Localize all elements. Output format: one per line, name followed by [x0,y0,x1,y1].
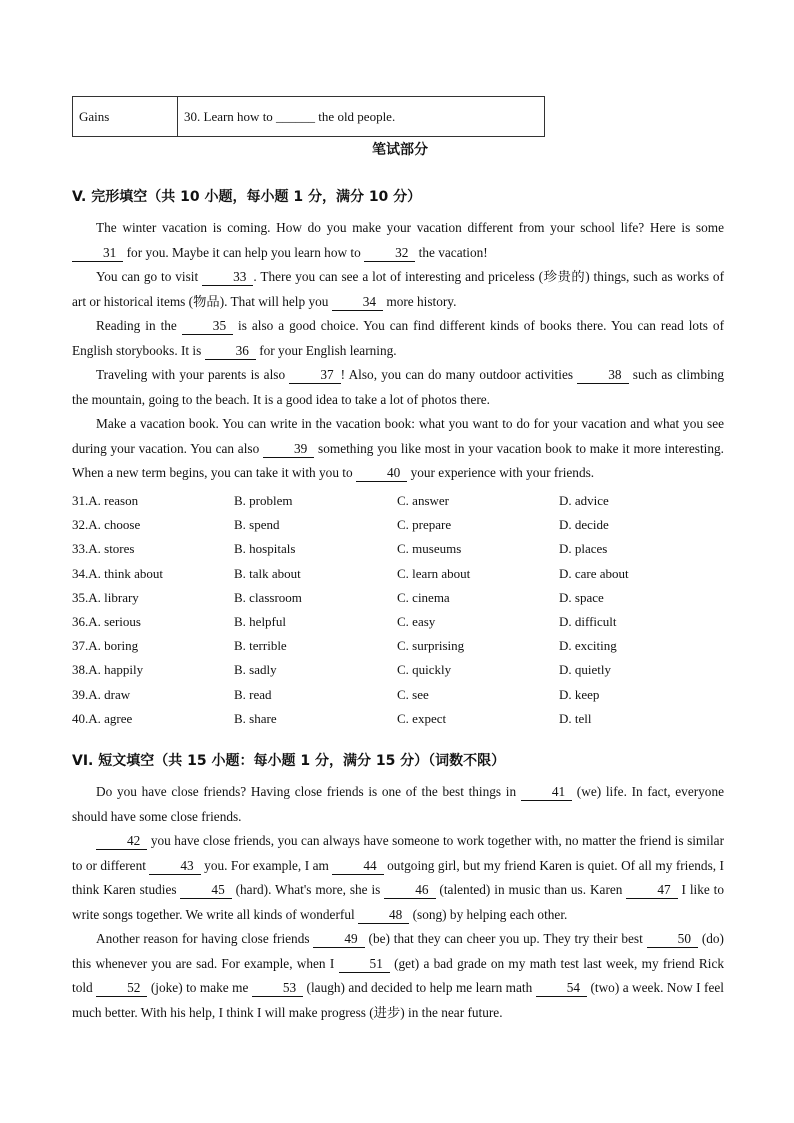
option-row [72,537,724,561]
section-title-main: 笔试部分 [372,142,428,158]
blank-38: 38 [577,367,628,384]
option-choice: B. spend [234,517,280,533]
option-choice: D. places [559,541,608,557]
option-row [72,707,724,731]
paragraph [72,829,724,927]
blank-45: 45 [180,882,231,899]
section5-passage [72,216,724,486]
paragraph [72,780,724,829]
blank-34: 34 [332,294,383,311]
paragraph-text: for you. Maybe it can help you learn how to [123,244,365,260]
paragraph [72,363,724,412]
paragraph-text: for your English learning. [255,342,397,358]
table-content-cell: 30. Learn how to ______ the old people. [178,97,545,137]
blank-35: 35 [182,318,233,335]
blank-32: 32 [364,245,415,262]
option-choice: B. sadly [234,662,277,678]
option-choice: 39.A. draw [72,686,131,702]
option-choice: 33.A. stores [72,541,135,557]
option-choice: C. quickly [397,662,452,678]
option-choice: B. terrible [234,638,287,654]
blank-52: 52 [96,980,147,997]
blank-39: 39 [263,441,314,458]
blank-54: 54 [536,980,587,997]
paragraph-text: The winter vacation is coming. How do you make your vacation different from your school life? Here is some [96,220,724,235]
section5-title: V. 完形填空（共 10 小题，每小题 1 分，满分 10 分） [72,189,422,205]
paragraph-text: Another reason for having close friends [96,931,314,946]
option-choice: B. read [234,686,272,702]
paragraph-text: something you like most in your vacation book to make it more interesting. When a new term begins, you can take it with you to [72,440,724,480]
option-choice: 37.A. boring [72,638,139,654]
section6-passage [72,780,724,1025]
blank-31: 31 [72,245,123,262]
blank-46: 46 [384,882,435,899]
option-row [72,513,724,537]
option-row [72,610,724,634]
paragraph-text: the vacation! [415,244,488,260]
paragraph-text: your experience with your friends. [407,465,595,480]
paragraph-text: Traveling with your parents is also [96,367,290,382]
option-choice: 40.A. agree [72,710,133,726]
paragraph-text: (we) life. In fact, everyone should have some close friends. [72,784,725,824]
option-choice: D. decide [559,517,609,533]
paragraph-text: you. For example, I am [200,857,333,873]
paragraph-text: (joke) to make me [147,980,252,995]
blank-50: 50 [647,931,698,948]
paragraph-text: (get) a bad grade on my math test last week, my friend Rick told [72,955,725,995]
option-row [72,562,724,586]
paragraph-text: . There you can see a lot of interesting and priceless (珍贵的) things, such as works of art or historical items (物品). That will help you [72,269,725,309]
option-choice: 31.A. reason [72,493,139,508]
option-row [72,634,724,658]
option-choice: 38.A. happily [72,662,144,678]
options-list [72,489,724,731]
option-choice: D. care about [559,565,629,581]
paragraph-text: (hard). What's more, she is [231,882,385,897]
paragraph-text: You can go to visit [96,269,203,284]
blank-49: 49 [313,931,364,948]
paragraph-text: you have close friends, you can always have someone to work together with, no matter the friend is similar to or different [72,833,724,873]
option-choice: 34.A. think about [72,565,163,581]
option-choice: C. see [397,686,429,702]
option-choice: B. talk about [234,565,301,581]
paragraph-text: (talented) in music than us. Karen [435,882,627,897]
option-choice: D. space [559,589,604,605]
blank-44: 44 [332,858,383,875]
option-choice: C. surprising [397,638,465,654]
option-choice: 35.A. library [72,589,139,605]
paragraph [72,216,724,265]
option-choice: C. answer [397,493,449,508]
paragraph-text: Do you have close friends? Having close friends is one of the best things in [96,784,521,799]
paragraph-text: (do) this whenever you are sad. For example, when I [72,931,724,971]
paragraph-text: Make a vacation book. You can write in the vacation book: what you want to do for your vacation and what you see during your vacation. You can also [72,416,724,456]
blank-43: 43 [149,858,200,875]
option-choice: D. tell [559,710,592,726]
blank-47: 47 [626,882,677,899]
paragraph-text: ! Also, you can do many outdoor activities [340,367,578,382]
option-choice: C. prepare [397,517,452,533]
blank-42: 42 [96,833,147,850]
paragraph-text: more history. [383,293,457,309]
blank-36: 36 [205,343,256,360]
option-row [72,489,724,513]
paragraph-text: (two) a week. Now I feel much better. With his help, I think I will make progress (进步) in the near future. [72,980,724,1020]
section6-title: VI. 短文填空（共 15 小题：每小题 1 分，满分 15 分）（词数不限） [72,753,506,769]
paragraph-text: (be) that they can cheer you up. They try their best [364,931,647,946]
option-choice: 36.A. serious [72,613,141,629]
paragraph-text: I like to write songs together. We write all kinds of wonderful [72,882,724,922]
blank-37: 37 [289,367,340,384]
option-row [72,586,724,610]
paragraph [72,927,724,1025]
paragraph [72,314,724,363]
paragraph-text: outgoing girl, but my friend Karen is quiet. Of all my friends, I think Karen studies [72,857,724,897]
blank-40: 40 [356,465,407,482]
option-choice: B. helpful [234,613,286,629]
blank-41: 41 [521,784,572,801]
paragraph-text: (song) by helping each other. [409,906,568,922]
paragraph-text: is also a good choice. You can find different kinds of books there. You can read lots of English storybooks. It is [72,318,724,358]
option-choice: C. expect [397,710,447,726]
option-choice: B. hospitals [234,541,296,557]
paragraph [72,265,724,314]
gains-table [72,96,545,137]
table-label-cell: Gains [73,97,178,137]
option-choice: D. quietly [559,662,611,678]
blank-48: 48 [358,907,409,924]
option-choice: C. easy [397,613,436,629]
blank-51: 51 [339,956,390,973]
option-choice: B. problem [234,493,293,508]
blank-53: 53 [252,980,303,997]
option-choice: C. cinema [397,589,450,605]
option-choice: B. share [234,710,277,726]
option-choice: B. classroom [234,589,302,605]
paragraph-text: (laugh) and decided to help me learn math [303,980,536,995]
option-row [72,658,724,682]
option-choice: D. difficult [559,613,617,629]
paragraph [72,412,724,486]
option-choice: C. learn about [397,565,471,581]
option-choice: C. museums [397,541,462,557]
option-row [72,683,724,707]
option-choice: 32.A. choose [72,517,141,533]
blank-33: 33 [202,269,253,286]
option-choice: D. advice [559,493,609,508]
option-choice: D. keep [559,686,600,702]
option-choice: D. exciting [559,638,617,654]
paragraph-text: Reading in the [96,318,182,333]
paragraph-text: such as climbing the mountain, going to the beach. It is a good idea to take a lot of photos there. [72,367,724,407]
